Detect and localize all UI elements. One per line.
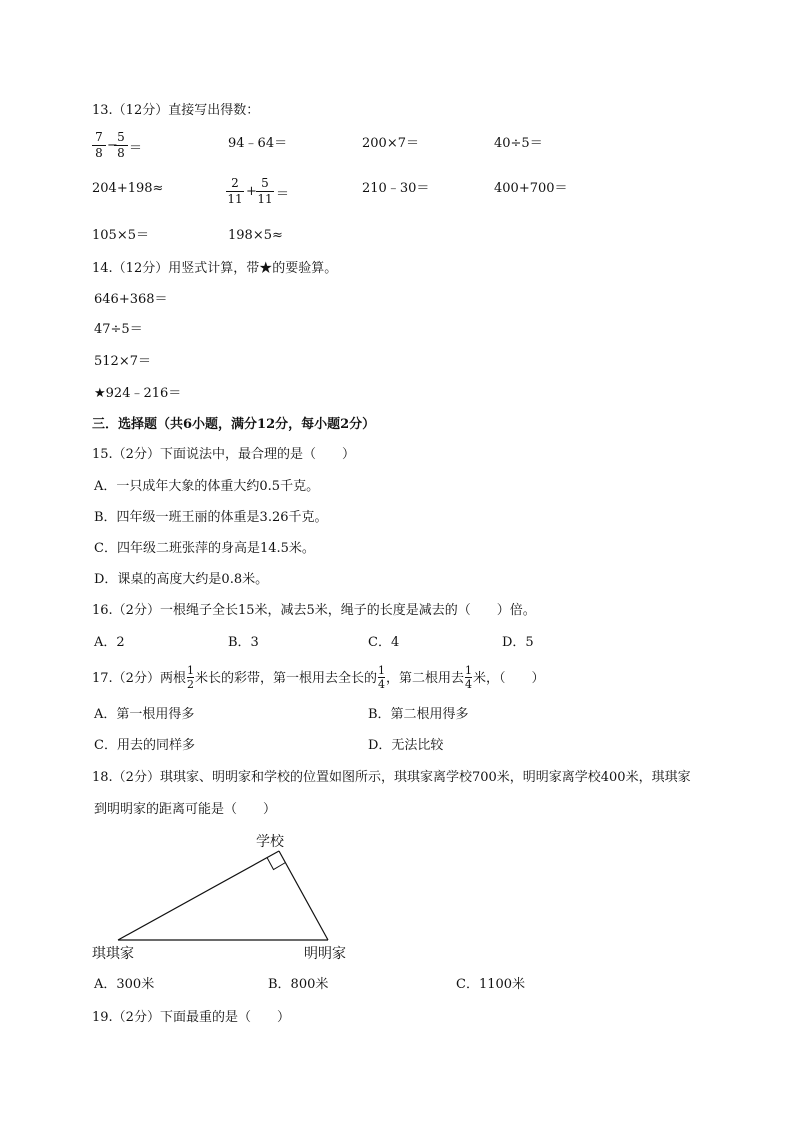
q13-expr-5: 204+198≈	[92, 181, 164, 196]
q19-title: 19.（2分）下面最重的是（ ）	[92, 1010, 290, 1025]
q14-item-4: ★924﹣216＝	[94, 386, 182, 401]
q16-title: 16.（2分）一根绳子全长15米，减去5米，绳子的长度是减去的（ ）倍。	[92, 603, 536, 618]
mingming-home-label: 明明家	[304, 946, 346, 962]
q17-option-c: C．用去的同样多	[94, 738, 195, 753]
q13-expr-9: 105×5＝	[92, 228, 149, 243]
denominator: 8	[95, 146, 103, 160]
q16-option-a: A．2	[94, 635, 125, 650]
denominator: 11	[227, 192, 243, 206]
q17-title: 17.（2分）两根 $\frac{1}{2}$ 米长的彩带，第一根用去全长的 $\frac{1}{4}$ ，第二根用去 $\frac{1}{4}$ 米，（ ）	[92, 664, 545, 691]
q17-option-b: B．第二根用得多	[368, 707, 469, 722]
q14-item-1: 646+368＝	[94, 292, 168, 307]
q14-title: 14.（12分）用竖式计算，带★的要验算。	[92, 261, 338, 276]
q15-option-d: D．课桌的高度大约是0.8米。	[94, 572, 269, 587]
q15-option-a: A．一只成年大象的体重大约0.5千克。	[94, 479, 320, 494]
q14-item-3: 512×7＝	[94, 354, 151, 369]
q13-expr-3: 200×7＝	[362, 136, 419, 151]
q18-title-line-1: 18.（2分）琪琪家、明明家和学校的位置如图所示，琪琪家离学校700米，明明家离学校400米，琪琪家	[92, 770, 691, 785]
operator: −	[107, 138, 118, 153]
q18-option-a: A．300米	[94, 977, 155, 992]
q16-option-d: D．5	[502, 635, 534, 650]
school-label: 学校	[256, 834, 284, 850]
qiqi-home-label: 琪琪家	[92, 946, 134, 962]
numerator: 5	[261, 176, 269, 190]
line-qiqi-to-school	[118, 851, 279, 940]
q16-option-b: B．3	[228, 635, 259, 650]
equals-sign: ＝	[129, 141, 143, 156]
q17-option-d: D．无法比较	[368, 738, 444, 753]
fraction: $\frac{1}{4}$	[377, 664, 385, 691]
q13-expr-2: 94﹣64＝	[228, 136, 288, 151]
q13-title: 13.（12分）直接写出得数：	[92, 103, 260, 118]
denominator: 11	[257, 192, 273, 206]
q14-item-2: 47÷5＝	[94, 322, 143, 337]
q15-option-c: C．四年级二班张萍的身高是14.5米。	[94, 541, 315, 556]
fraction: $\frac{1}{4}$	[464, 664, 472, 691]
q13-expr-10: 198×5≈	[228, 228, 283, 243]
operator: +	[246, 184, 257, 199]
q13-expr-4: 40÷5＝	[494, 136, 543, 151]
q15-title: 15.（2分）下面说法中，最合理的是（ ）	[92, 447, 355, 462]
q18-title-line-2: 到明明家的距离可能是（ ）	[94, 802, 277, 817]
q13-expr-7: 210﹣30＝	[362, 181, 430, 196]
numerator: 7	[95, 130, 103, 144]
q18-option-c: C．1100米	[456, 977, 526, 992]
q13-expr-8: 400+700＝	[494, 181, 568, 196]
fraction: $\frac{1}{2}$	[186, 664, 194, 691]
q17-option-a: A．第一根用得多	[94, 707, 195, 722]
line-school-to-mingming	[279, 851, 328, 940]
denominator: 8	[117, 146, 125, 160]
q15-option-b: B．四年级一班王丽的体重是3.26千克。	[94, 510, 328, 525]
numerator: 2	[231, 176, 239, 190]
q16-option-c: C．4	[368, 635, 400, 650]
numerator: 5	[117, 130, 125, 144]
section-3-heading: 三．选择题（共6小题，满分12分，每小题2分）	[92, 417, 376, 432]
equals-sign: ＝	[276, 187, 290, 202]
q18-option-b: B．800米	[268, 977, 329, 992]
right-angle-marker	[267, 858, 286, 870]
